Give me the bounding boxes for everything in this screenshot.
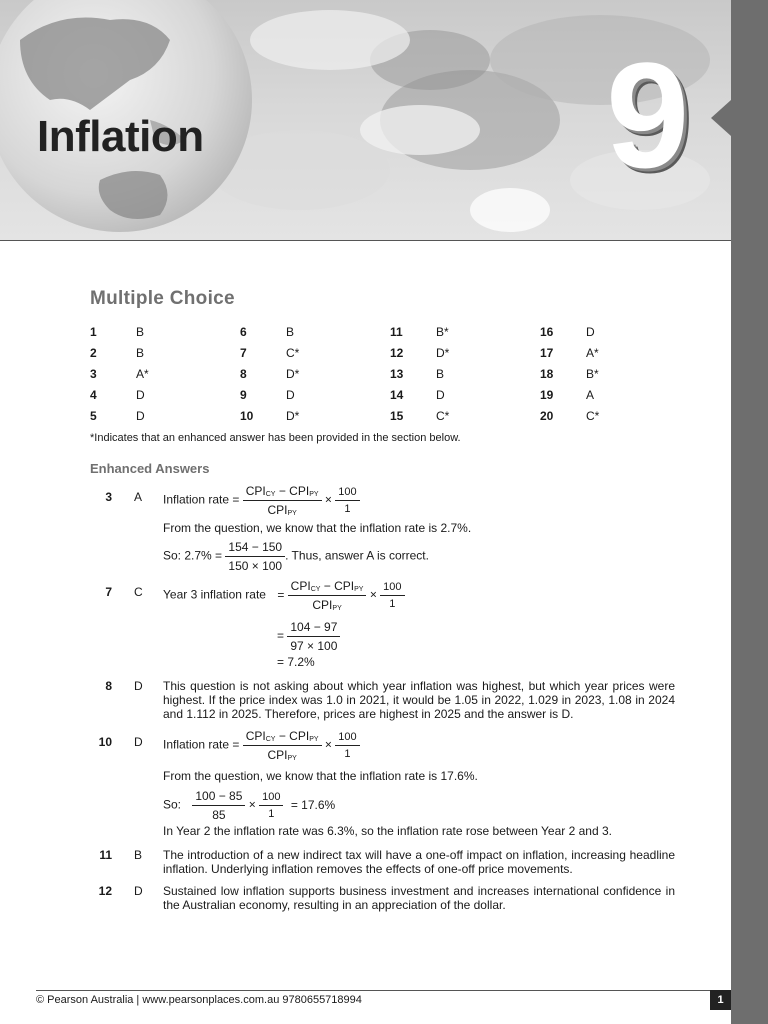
mc-answer: D — [286, 388, 295, 402]
mc-answer: D — [586, 325, 595, 339]
fraction-bottom: 1 — [268, 808, 275, 820]
mc-question-number: 7 — [240, 346, 247, 360]
mc-row — [90, 388, 690, 409]
minus-sign: − — [275, 729, 290, 743]
formula-line — [163, 789, 335, 822]
fraction-bottom: 150 × 100 — [228, 559, 283, 573]
mc-row — [90, 367, 690, 388]
cpi-text: CPI — [245, 484, 266, 498]
mc-question-number: 10 — [240, 409, 254, 423]
value-fraction — [287, 620, 340, 653]
conclusion-text: . Thus, answer A is correct. — [285, 548, 429, 563]
cpi-text: CPI — [245, 729, 266, 743]
mc-row — [90, 325, 690, 346]
mc-question-number: 14 — [390, 388, 404, 402]
mc-answer: A — [586, 388, 595, 402]
result-text: = 17.6% — [290, 797, 336, 812]
formula-line — [163, 484, 360, 517]
formula-label: Inflation rate = — [163, 737, 240, 752]
cpi-text: CPI — [290, 579, 311, 593]
enhanced-answer-11 — [90, 848, 680, 878]
minus-sign: − — [320, 579, 335, 593]
mc-question-number: 9 — [240, 388, 247, 402]
formula-line — [277, 620, 340, 653]
enhanced-answer-3 — [90, 484, 680, 573]
mc-question-number: 2 — [90, 346, 97, 360]
value-fraction — [192, 789, 245, 822]
page-number: 1 — [710, 990, 731, 1010]
explanation-text: The introduction of a new indirect tax will have a one-off impact on inflation, increasing headline inflation. Underlying inflation removes the effects of one-off price movements. — [163, 848, 675, 876]
cpi-fraction — [243, 484, 322, 517]
mc-answer: B — [286, 325, 295, 339]
mc-question-number: 3 — [90, 367, 97, 381]
mc-answer: B* — [586, 367, 599, 381]
mc-question-number: 8 — [240, 367, 247, 381]
cpi-text: CPI — [312, 598, 333, 612]
py-subscript: PY — [287, 755, 297, 762]
mc-question-number: 11 — [390, 325, 403, 339]
mc-answer: C* — [586, 409, 600, 423]
hundred-fraction — [259, 791, 283, 820]
fraction-bottom: 1 — [344, 748, 351, 760]
mc-answer: B — [136, 325, 145, 339]
side-bar — [731, 0, 768, 1024]
formula-label: Year 3 inflation rate — [163, 587, 266, 602]
mc-answer: D* — [286, 409, 300, 423]
text-line: From the question, we know that the inflation rate is 2.7%. — [163, 521, 472, 535]
value-fraction — [225, 540, 285, 573]
fraction-bottom: 1 — [344, 503, 351, 515]
formula-line — [163, 540, 429, 573]
multiple-choice-grid — [90, 325, 690, 430]
formula-label: Inflation rate = — [163, 492, 240, 507]
mc-answer: C* — [286, 346, 300, 360]
py-subscript: PY — [309, 736, 319, 743]
answer-letter: B — [134, 848, 143, 862]
mc-question-number: 19 — [540, 388, 554, 402]
side-tab-notch — [711, 100, 731, 136]
py-subscript: PY — [332, 605, 342, 612]
mc-answer: B* — [436, 325, 449, 339]
answer-letter: C — [134, 585, 143, 599]
chapter-title: Inflation — [37, 112, 204, 161]
cpi-fraction — [288, 579, 367, 612]
enhanced-answer-8 — [90, 679, 680, 724]
mc-question-number: 20 — [540, 409, 554, 423]
enhanced-answer-12 — [90, 884, 680, 914]
question-number: 11 — [99, 848, 112, 862]
answer-letter: A — [134, 490, 143, 504]
hundred-fraction — [335, 731, 359, 760]
explanation-text: This question is not asking about which year inflation was highest, but which year prices were highest. If the price index was 1.0 in 2021, it would be 1.05 in 2022, 1.029 in 2023, 1.08 in 2024 and 1.112 in 2025. Therefore, prices are highest in 2025 and the answer is D. — [163, 679, 675, 721]
mc-question-number: 1 — [90, 325, 97, 339]
cy-subscript: CY — [265, 736, 276, 743]
mc-answer: D — [436, 388, 445, 402]
minus-sign: − — [275, 484, 290, 498]
section-title-multiple-choice: Multiple Choice — [90, 288, 235, 309]
result-line: = 7.2% — [277, 655, 315, 669]
mc-question-number: 18 — [540, 367, 554, 381]
mc-answer: C* — [436, 409, 450, 423]
py-subscript: PY — [309, 491, 319, 498]
mc-answer: B — [136, 346, 145, 360]
formula-line — [163, 729, 360, 762]
enhanced-answer-10 — [90, 729, 680, 840]
times-sign: × — [324, 737, 332, 752]
hundred-fraction — [380, 581, 404, 610]
mc-question-number: 17 — [540, 346, 554, 360]
question-number: 12 — [98, 884, 112, 898]
equals-sign: = — [277, 628, 285, 643]
mc-answer: A* — [586, 346, 599, 360]
cpi-text: CPI — [267, 503, 288, 517]
cpi-text: CPI — [334, 579, 355, 593]
mc-answer: D* — [436, 346, 450, 360]
mc-answer: B — [436, 367, 445, 381]
py-subscript: PY — [287, 510, 297, 517]
answer-letter: D — [134, 679, 143, 693]
answer-letter: D — [134, 884, 143, 898]
cpi-text: CPI — [267, 748, 288, 762]
mc-row — [90, 409, 690, 430]
mc-question-number: 15 — [390, 409, 404, 423]
footnote: *Indicates that an enhanced answer has been provided in the section below. — [90, 432, 461, 444]
mc-question-number: 13 — [390, 367, 404, 381]
cy-subscript: CY — [265, 491, 276, 498]
mc-answer: D* — [286, 367, 300, 381]
cpi-text: CPI — [289, 729, 310, 743]
mc-question-number: 4 — [90, 388, 97, 402]
formula-label: So: 2.7% = — [163, 548, 223, 563]
fraction-top: 100 — [335, 486, 359, 501]
footer-text: © Pearson Australia | www.pearsonplaces.com.au 9780655718994 — [36, 994, 362, 1006]
equals-sign: = — [277, 587, 285, 602]
mc-answer: D — [136, 409, 145, 423]
fraction-top: 104 − 97 — [287, 620, 340, 637]
fraction-bottom: 85 — [212, 808, 226, 822]
mc-question-number: 12 — [390, 346, 404, 360]
mc-question-number: 5 — [90, 409, 97, 423]
question-number: 10 — [98, 735, 112, 749]
times-sign: × — [248, 797, 256, 812]
question-number: 3 — [105, 490, 112, 504]
times-sign: × — [369, 587, 377, 602]
times-sign: × — [324, 492, 332, 507]
py-subscript: PY — [354, 586, 364, 593]
fraction-top: 100 − 85 — [192, 789, 245, 806]
question-number: 7 — [105, 585, 112, 599]
hundred-fraction — [335, 486, 359, 515]
fraction-top: 100 — [380, 581, 404, 596]
question-number: 8 — [105, 679, 112, 693]
chapter-number: 9 — [606, 31, 690, 199]
enhanced-answer-7 — [90, 579, 680, 675]
fraction-bottom: 97 × 100 — [290, 639, 338, 653]
cy-subscript: CY — [310, 586, 321, 593]
explanation-text: Sustained low inflation supports business investment and increases international confidence in the Australian economy, resulting in an appreciation of the dollar. — [163, 884, 675, 912]
fraction-bottom: 1 — [389, 598, 396, 610]
formula-label: So: — [163, 797, 182, 812]
text-line: In Year 2 the inflation rate was 6.3%, so the inflation rate rose between Year 2 and 3. — [163, 824, 612, 838]
fraction-top: 154 − 150 — [225, 540, 285, 557]
fraction-top: 100 — [335, 731, 359, 746]
chapter-banner — [0, 0, 731, 241]
mc-question-number: 16 — [540, 325, 554, 339]
answer-letter: D — [134, 735, 143, 749]
fraction-top: 100 — [259, 791, 283, 806]
section-title-enhanced-answers: Enhanced Answers — [90, 461, 210, 476]
mc-answer: D — [136, 388, 145, 402]
mc-answer: A* — [136, 367, 149, 381]
mc-question-number: 6 — [240, 325, 247, 339]
cpi-text: CPI — [289, 484, 310, 498]
mc-row — [90, 346, 690, 367]
text-line: From the question, we know that the inflation rate is 17.6%. — [163, 769, 478, 783]
footer-rule — [36, 990, 731, 991]
formula-line — [163, 579, 405, 612]
cpi-fraction — [243, 729, 322, 762]
